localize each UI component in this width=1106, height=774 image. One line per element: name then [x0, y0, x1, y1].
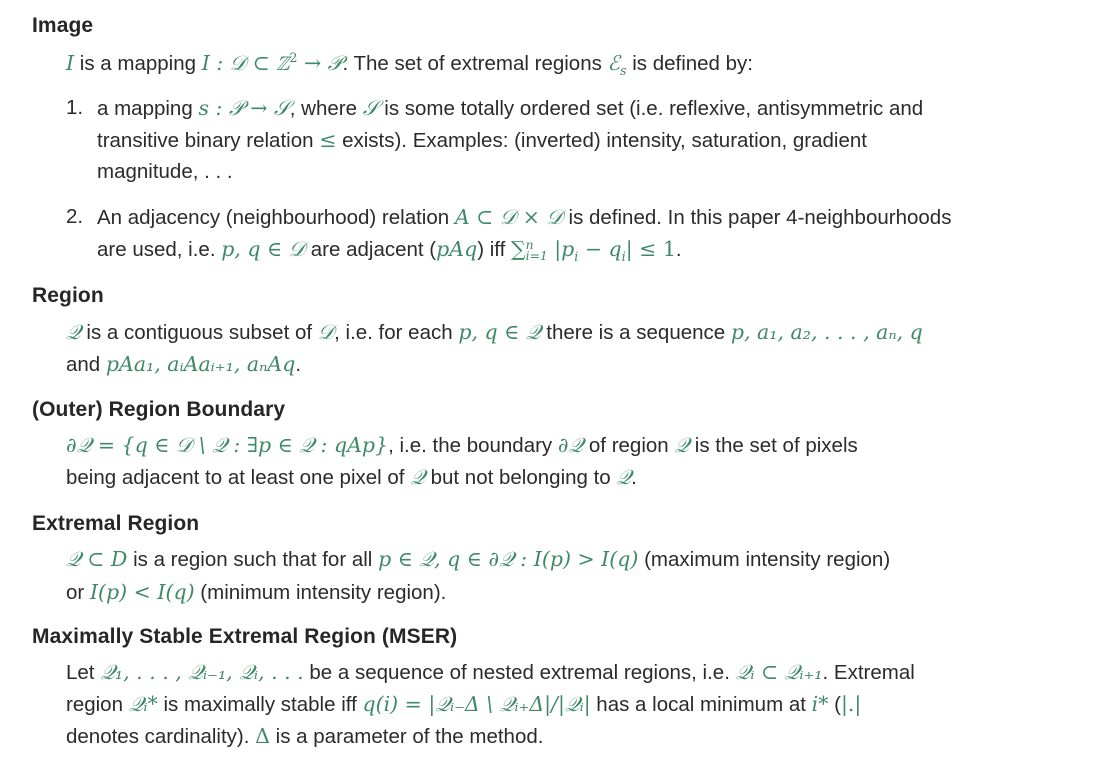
- mser-line3: [66, 724, 543, 749]
- math: 𝒬: [674, 433, 690, 457]
- math: I(p) < I(q): [89, 580, 195, 604]
- boundary-line1: [66, 433, 858, 458]
- math: 𝒟: [317, 320, 335, 344]
- math: Δ: [255, 724, 270, 748]
- math-sub: s: [619, 63, 627, 79]
- math: 𝒬: [616, 465, 632, 489]
- math: 𝒬: [410, 465, 425, 489]
- text: , where: [289, 97, 363, 120]
- math: 𝒮: [362, 96, 379, 120]
- item2-line2: [97, 237, 682, 265]
- math-arrow-P: → 𝒫: [297, 51, 343, 75]
- text: , i.e. the boundary: [388, 434, 558, 457]
- text: are adjacent (: [305, 238, 437, 261]
- text: is defined. In this paper 4-neighbourhoods: [562, 206, 952, 229]
- image-heading: Image: [32, 14, 94, 37]
- text: . The set of extremal regions: [342, 52, 608, 75]
- math: |p: [547, 237, 575, 261]
- math: ∂𝒬 = {q ∈ 𝒟 \ 𝒬 : ∃p ∈ 𝒬 : qAp}: [66, 433, 389, 457]
- text: .: [631, 466, 637, 489]
- math: |.|: [840, 692, 862, 716]
- boundary-line2: [66, 465, 637, 490]
- text: but not belonging to: [424, 466, 617, 489]
- math: i*: [811, 692, 829, 716]
- text: is a parameter of the method.: [269, 725, 544, 748]
- math-sub: i: [621, 249, 626, 265]
- text: there is a sequence: [540, 321, 731, 344]
- list-number-1: 1.: [66, 96, 84, 119]
- math: | ≤ 1: [625, 237, 676, 261]
- extremal-heading: Extremal Region: [32, 512, 200, 535]
- math: p, a₁, a₂, . . . , aₙ, q: [730, 320, 923, 344]
- text: is maximally stable iff: [157, 693, 363, 716]
- text: is a region such that for all: [127, 548, 379, 571]
- text: are used, i.e.: [97, 238, 222, 261]
- mser-line1: [66, 660, 915, 685]
- image-definition: [66, 50, 753, 79]
- text: and: [66, 353, 106, 376]
- text: ) iff: [477, 238, 511, 261]
- text: has a local minimum at: [590, 693, 812, 716]
- text: a mapping: [97, 97, 199, 120]
- math: 𝒬 ⊂ D: [66, 547, 128, 571]
- math: A ⊂ 𝒟 × 𝒟: [454, 205, 563, 229]
- region-line1: [66, 320, 923, 345]
- list-number-2: 2.: [66, 205, 84, 228]
- extremal-line2: [66, 580, 446, 605]
- text: being adjacent to at least one pixel of: [66, 466, 411, 489]
- math-sup: 2: [289, 50, 298, 66]
- text: (maximum intensity region): [638, 548, 891, 571]
- math: pAa₁, aᵢAaᵢ₊₁, aₙAq: [105, 352, 296, 376]
- item1-line3: magnitude, . . .: [97, 160, 233, 183]
- math-I: I: [66, 51, 75, 75]
- text: . Extremal: [822, 661, 915, 684]
- text: denotes cardinality).: [66, 725, 256, 748]
- text: is a contiguous subset of: [80, 321, 318, 344]
- text: exists). Examples: (inverted) intensity, saturation, gradient: [336, 129, 867, 152]
- math-sum: ∑: [511, 237, 526, 261]
- text: Let: [66, 661, 101, 684]
- math: 𝒬ᵢ ⊂ 𝒬ᵢ₊₁: [735, 660, 823, 684]
- item1-line1: [97, 96, 923, 121]
- boundary-heading: (Outer) Region Boundary: [32, 398, 286, 421]
- text: of region: [583, 434, 675, 457]
- item1-line2: [97, 128, 867, 153]
- mser-heading: Maximally Stable Extremal Region (MSER): [32, 625, 458, 648]
- math: 𝒬: [66, 320, 81, 344]
- mser-line2: [66, 692, 861, 717]
- text: is defined by:: [626, 52, 753, 75]
- text: be a sequence of nested extremal regions, i.e.: [303, 661, 736, 684]
- text: or: [66, 581, 90, 604]
- extremal-line1: [66, 547, 890, 572]
- math: ≤: [319, 128, 337, 152]
- item2-line1: [97, 205, 951, 230]
- math-sub: i=1: [525, 248, 548, 263]
- math-mapping: I : 𝒟 ⊂ ℤ: [201, 51, 290, 75]
- math-sup: n: [525, 237, 534, 252]
- text: is a mapping: [74, 52, 202, 75]
- math: − q: [578, 237, 622, 261]
- math: ∂𝒬: [557, 433, 584, 457]
- text: region: [66, 693, 129, 716]
- math-sub: i: [574, 249, 579, 265]
- math: s : 𝒫 → 𝒮: [198, 96, 290, 120]
- text: (: [828, 693, 841, 716]
- math-E: ℰ: [607, 51, 620, 75]
- region-line2: [66, 352, 301, 377]
- text: An adjacency (neighbourhood) relation: [97, 206, 455, 229]
- math: 𝒬₁, . . . , 𝒬ᵢ₋₁, 𝒬ᵢ, . . .: [100, 660, 304, 684]
- text: is the set of pixels: [689, 434, 858, 457]
- sum-limits: [525, 237, 548, 263]
- math: q(i) = |𝒬ᵢ₋Δ \ 𝒬ᵢ₊Δ|/|𝒬ᵢ|: [362, 692, 591, 716]
- text: is some totally ordered set (i.e. reflexive, antisymmetric and: [378, 97, 924, 120]
- math: pAq: [436, 237, 478, 261]
- math: p ∈ 𝒬, q ∈ ∂𝒬 : I(p) > I(q): [378, 547, 639, 571]
- text: .: [675, 238, 682, 261]
- math: p, q ∈ 𝒟: [221, 237, 306, 261]
- math: 𝒬ᵢ*: [128, 692, 158, 716]
- text: .: [295, 353, 302, 376]
- text: , i.e. for each: [334, 321, 459, 344]
- math: p, q ∈ 𝒬: [458, 320, 541, 344]
- text: transitive binary relation: [97, 129, 320, 152]
- text: (minimum intensity region).: [194, 581, 447, 604]
- region-heading: Region: [32, 284, 104, 307]
